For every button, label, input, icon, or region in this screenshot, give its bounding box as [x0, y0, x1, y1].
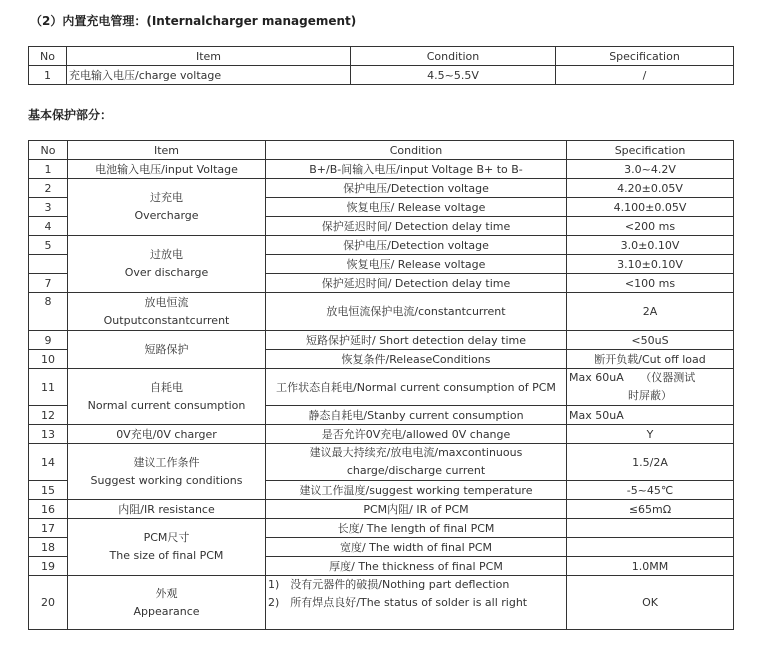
cell-item: 0V充电/0V charger: [68, 425, 266, 444]
item-en: Appearance: [133, 604, 200, 618]
cell-no: 14: [29, 444, 68, 481]
spec-line-2: 时屏蔽）: [628, 389, 672, 402]
header-item: Item: [67, 47, 351, 66]
cell-no: [29, 255, 68, 274]
table-row: [29, 444, 734, 481]
table-row: [29, 66, 734, 85]
cell-no: 10: [29, 350, 68, 369]
table-row: [29, 500, 734, 519]
cell-no: 7: [29, 274, 68, 293]
table-row: [29, 236, 734, 255]
item-cn: PCM尺寸: [143, 531, 190, 544]
item-cn: 外观: [155, 586, 178, 600]
cell-condition: 恢复条件/ReleaseConditions: [266, 350, 567, 369]
header-specification: Specification: [556, 47, 734, 66]
cell-condition: 厚度/ The thickness of final PCM: [266, 557, 567, 576]
cell-condition: 保护电压/Detection voltage: [266, 236, 567, 255]
cell-no: 18: [29, 538, 68, 557]
cell-spec: 4.100±0.05V: [567, 198, 734, 217]
item-en: The size of final PCM: [109, 549, 224, 562]
table-row: [29, 293, 734, 331]
cell-spec: 断开负载/Cut off load: [567, 350, 734, 369]
cell-condition: 恢复电压/ Release voltage: [266, 198, 567, 217]
cell-condition: 长度/ The length of final PCM: [266, 519, 567, 538]
cell-no: 11: [29, 369, 68, 406]
cell-spec: /: [556, 66, 734, 85]
header-no: No: [29, 141, 68, 160]
cell-no: 1: [29, 160, 68, 179]
spec-line-1: Max 60uA （仪器测试: [569, 371, 696, 384]
cell-spec: [567, 538, 734, 557]
header-specification: Specification: [567, 141, 734, 160]
cell-condition: 静态自耗电/Stanby current consumption: [266, 406, 567, 425]
cell-spec: 3.0~4.2V: [567, 160, 734, 179]
header-condition: Condition: [351, 47, 556, 66]
cell-no: 20: [29, 576, 68, 630]
condition-line-2: 2) 所有焊点良好/The status of solder is all right: [268, 596, 528, 609]
cell-condition: 保护电压/Detection voltage: [266, 179, 567, 198]
cell-spec: 1.0MM: [567, 557, 734, 576]
cell-condition: PCM内阻/ IR of PCM: [266, 500, 567, 519]
cell-no: 5: [29, 236, 68, 255]
cell-condition: B+/B-间输入电压/input Voltage B+ to B-: [266, 160, 567, 179]
cell-spec: Max 50uA: [567, 406, 734, 425]
item-en: Suggest working conditions: [90, 473, 243, 487]
cell-item: [68, 576, 266, 630]
cell-item: [68, 444, 266, 500]
cell-spec: <100 ms: [567, 274, 734, 293]
item-cn: 建议工作条件: [133, 455, 200, 469]
cell-condition: 放电恒流保护电流/constantcurrent: [266, 293, 567, 331]
item-cn: 放电恒流: [144, 295, 189, 309]
table-row: [29, 369, 734, 406]
cell-spec: 3.0±0.10V: [567, 236, 734, 255]
cell-condition: 是否允许0V充电/allowed 0V change: [266, 425, 567, 444]
cell-item: 短路保护: [68, 331, 266, 369]
cell-no: 1: [29, 66, 67, 85]
table-header-row: [29, 47, 734, 66]
condition-line-1: 1) 没有元器件的破损/Nothing part deflection: [268, 578, 510, 591]
cell-spec: 3.10±0.10V: [567, 255, 734, 274]
item-cn: 过放电: [150, 248, 183, 261]
protection-table: [28, 140, 734, 630]
cell-condition: 4.5~5.5V: [351, 66, 556, 85]
charger-table: [28, 46, 734, 85]
item-cn: 自耗电: [150, 380, 183, 394]
cell-spec: OK: [567, 576, 734, 630]
cell-spec: 1.5/2A: [567, 444, 734, 481]
cell-item: [68, 519, 266, 576]
cell-condition: [266, 444, 567, 481]
condition-line-2: charge/discharge current: [346, 464, 486, 477]
cell-no: 12: [29, 406, 68, 425]
table-row: [29, 425, 734, 444]
cell-item: 内阻/IR resistance: [68, 500, 266, 519]
cell-condition: 短路保护延时/ Short detection delay time: [266, 331, 567, 350]
cell-item: 电池输入电压/input Voltage: [68, 160, 266, 179]
cell-item: 充电输入电压/charge voltage: [67, 66, 351, 85]
cell-spec: [567, 519, 734, 538]
section2-heading: 基本保护部分：: [28, 108, 113, 122]
header-no: No: [29, 47, 67, 66]
cell-condition: 工作状态自耗电/Normal current consumption of PCM: [266, 369, 567, 406]
table-row: [29, 331, 734, 350]
table-header-row: [29, 141, 734, 160]
header-condition: Condition: [266, 141, 567, 160]
cell-condition: 恢复电压/ Release voltage: [266, 255, 567, 274]
cell-spec: 2A: [567, 293, 734, 331]
cell-no: 16: [29, 500, 68, 519]
cell-spec: <200 ms: [567, 217, 734, 236]
table-row: [29, 519, 734, 538]
cell-spec: Y: [567, 425, 734, 444]
cell-spec: 4.20±0.05V: [567, 179, 734, 198]
header-item: Item: [68, 141, 266, 160]
cell-item: [68, 293, 266, 331]
cell-condition: 宽度/ The width of final PCM: [266, 538, 567, 557]
cell-spec: [567, 369, 734, 406]
section1-heading: （2）内置充电管理：(Internalcharger management): [30, 14, 357, 28]
cell-spec: <50uS: [567, 331, 734, 350]
cell-item: [68, 236, 266, 293]
cell-no: 4: [29, 217, 68, 236]
item-en: Overcharge: [134, 209, 199, 222]
cell-no: 8: [29, 293, 68, 331]
cell-spec: ≤65mΩ: [567, 500, 734, 519]
cell-no: 17: [29, 519, 68, 538]
item-en: Over discharge: [124, 266, 209, 279]
table-row: [29, 160, 734, 179]
cell-no: 9: [29, 331, 68, 350]
cell-no: 19: [29, 557, 68, 576]
cell-no: 2: [29, 179, 68, 198]
item-en: Normal current consumption: [87, 398, 246, 412]
cell-spec: -5~45℃: [567, 481, 734, 500]
cell-no: 15: [29, 481, 68, 500]
item-en: Outputconstantcurrent: [103, 313, 230, 327]
table-row: [29, 576, 734, 630]
cell-no: 13: [29, 425, 68, 444]
item-cn: 过充电: [150, 191, 183, 204]
condition-line-1: 建议最大持续充/放电电流/maxcontinuous: [309, 446, 523, 459]
cell-no: 3: [29, 198, 68, 217]
cell-condition: 保护延迟时间/ Detection delay time: [266, 274, 567, 293]
cell-item: [68, 179, 266, 236]
cell-condition: 建议工作温度/suggest working temperature: [266, 481, 567, 500]
cell-condition: [266, 576, 567, 630]
table-row: [29, 179, 734, 198]
cell-condition: 保护延迟时间/ Detection delay time: [266, 217, 567, 236]
cell-item: [68, 369, 266, 425]
